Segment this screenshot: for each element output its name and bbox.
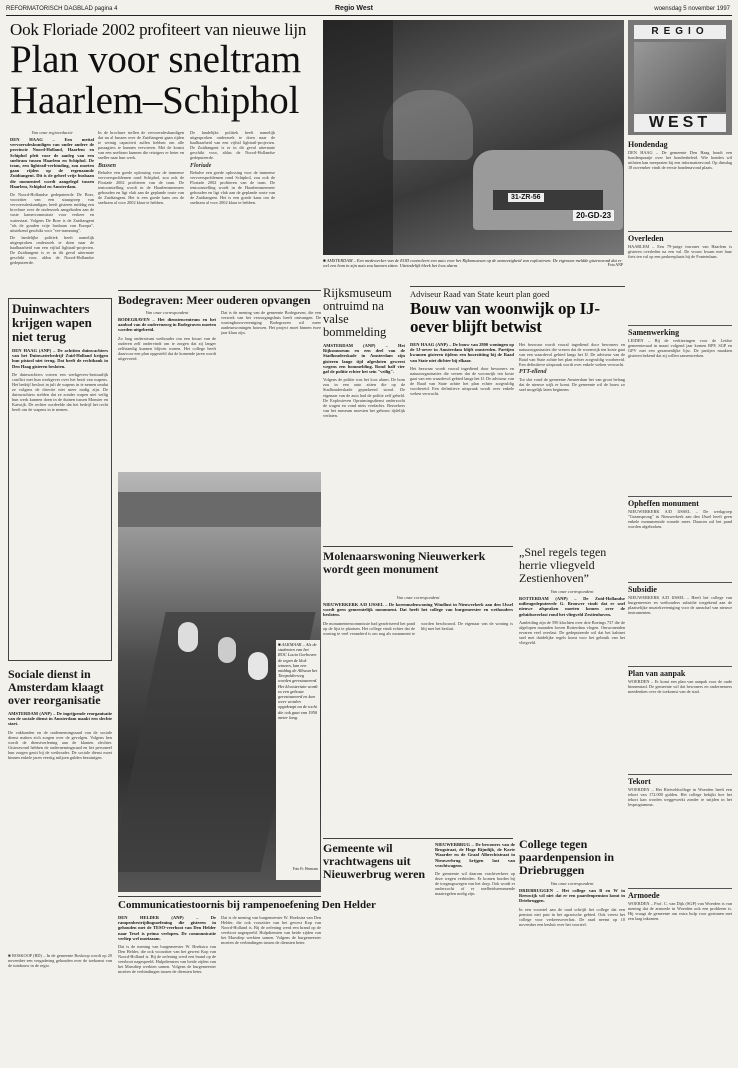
page-header-date: woensdag 5 november 1997 (654, 6, 730, 12)
sidebar-item (628, 140, 732, 228)
sidebar-item (628, 234, 732, 322)
caption-bullet-icon: ■ (278, 642, 282, 647)
ijoever-lead: DEN HAAG (ANP) – De bouw van 2800 woningen op de IJ-oever in Amsterdam blijft omstreden. Partijen kwamen gisteren tijdens een hoorzitting bij de Raad van State niet dichter bij elkaar. (410, 342, 514, 363)
helder-headline: Communicatiestoornis bij rampenoefening Den Helder (118, 899, 376, 911)
sociale-body: De vakbonden en de ondernemingsraad van de sociale dienst maken zich zorgen over de gevolgen. Volgens hen wordt de dienstverlening aan de klanten slechter. Gisteravond hebben de ondernemingsraad en het personeel hun zorgen geuit bij de wethouder. De sociale dienst moet binnen enkele jaren veertig miljoen gulden bezuinigen. (8, 729, 112, 761)
bodegraven-body: Zo laag ondersteunt wethouder om een kwart van de ouderen zelf ondervindt om te zorgen dat zij langer zelfstandig kunnen blijven wonen. Het college heeft daarvoor een plan opgesteld dat de komende jaren wordt uitgevoerd. (118, 335, 216, 361)
duinwachters-body: De duinwachters voeren een werkgevers-bestuurlijk conflict met hun werkgever over het bezit van wapens. Het bedrijf besloot in juli de wapens in te nemen omdat ze volgens de directie niet meer nodig zijn. De duinwachters stelden dat ze zonder wapen niet veilig hun werk kunnen doen in de duinen tussen Monster en Katwijk. De rechter oordeelde dat het bedrijf het recht heeft om de wapens in te nemen. (12, 371, 108, 413)
driebrugge-dateline: Van onze correspondent (550, 881, 594, 886)
sidebar-item-title: Subsidie (628, 585, 657, 594)
sociale-dienst-article (8, 668, 112, 1063)
rijksmuseum-headline: Rijksmuseum ontruimd na valse bommelding (323, 286, 392, 339)
divider (628, 888, 732, 889)
sidebar-item-text: WOERDEN – Het Rietveldcollege in Woerden heeft een tekort van 172.000 gulden. Het college bekijkt hoe het tekort kan worden weggewerkt zonder te snijden in het lesprogramma. (628, 787, 732, 808)
helder-col-1 (118, 915, 216, 1060)
divider (323, 546, 513, 547)
ijoever-subhead: PTT-ellend (519, 369, 547, 376)
sidebar-item (628, 499, 732, 579)
molen-article (323, 595, 513, 835)
ijoever-col-2 (519, 342, 625, 532)
top-photo-caption (323, 258, 623, 284)
sidebar-item (628, 669, 732, 771)
bodegraven-col-2: Dat is de mening van de gemeente Bodegraven, die een verzoek van het verzorgingshuis heeft ontvangen. De woningbouwvereniging Bodegraven wil meer aanleunwoningen bouwen. Het project moet binnen twee jaar klaar zijn. (221, 310, 321, 336)
logo-top-text: REGIO (634, 25, 726, 39)
main-kicker: Ook Floriade 2002 profiteert van nieuwe lijn (10, 20, 307, 39)
sidebar-item (628, 777, 732, 885)
main-lead: DEN HAAG – Een mettal vervoersdeskundigen van onder andere de provincie Noord-Holland, Haarlem en Schiphol pleit voor de aanleg van een sneltram tussen Haarlem en Schiphol. De tram, een lightrail-verbinding, zou moeten gaan rijden op de regenaamde Zuidtangent. Dit is de geheel vrije busbaan die momenteel wordt aangelegd tussen Haarlem, Schiphol en Amsterdam. (10, 137, 94, 189)
sidebar-item-text: NIEUWERKERK A/D IJSSEL – Heeft het college van burgemeester en wethouders subsidie toegekend aan de plaatselijke muziekvereniging voor de aanschaf van nieuwe instrumenten. (628, 595, 732, 616)
divider (323, 838, 513, 839)
sociale-headline: Sociale dienst in Amsterdam klaagt over reorganisatie (8, 668, 104, 707)
gemeente-lead: NIEUWERBRUG – De bewoners van de Brugstraat, de Hoge Rijndijk, de Korte Waarder en de Graaf Albrechtstraat in Nieuwerbrug krijgen last van vrachtwagens. (435, 842, 515, 868)
divider (628, 666, 732, 667)
sidebar-item-text: DEN HAAG – De gemeente Den Haag houdt een hondenpraatje over het hondenbeleid. Wie honden wil uitlaten kan meepraten bij een informatieavond. Op dinsdag 18 november vindt de eerste hondenavond plaats. (628, 150, 732, 171)
brief-bullet-icon: ■ (8, 952, 12, 958)
zestien-headline: „Snel regels tegen herrie vliegveld Zestienhoven” (519, 545, 607, 585)
gemeente-body: De gemeente wil daarom vrachtverkeer op deze wegen verbieden. Er komen borden bij de toegangswegen van het dorp. Ook wordt er onderzocht of er snelheidsremmende maatregelen nodig zijn. (435, 871, 515, 897)
alkmaar-caption-text: ALKMAAR – Als de studenten van het ROC Lucia Gorhoven de tegen de klok winnen, kan een middag de Albwun het Tienpolderweg worden gerestaureerd. Het kloostertuin wordt zo een gebouw gerestaureerd en kan weer worden opgeknapt na de tocht die ook gaat van 1950 meter lang. (278, 642, 318, 720)
sidebar-item-title: Samenwerking (628, 328, 680, 337)
divider (628, 582, 732, 583)
top-photo-caption-text: AMSTERDAM – Een medewerker van de EOD controleert een auto voor het Rijksmuseum op de aanwezigheid van explosieven. De eigenaar meldde gisteravond dat er wel een bom in zijn auto zou kunnen zitten. Uiteindelijk bleek het loos alarm. (323, 258, 622, 269)
sidebar-item-text: LEIDEN – Bij de verkiezingen voor de Leidse gemeenteraad in maart volgend jaar komen RPF, SGP en GPV met een gezamenlijke lijst. De partijen maakten gisteren bekend dat zij willen samenwerken. (628, 338, 732, 359)
main-subhead-floriade: Floriade (190, 162, 212, 169)
sidebar-item-text: WOERDEN – Prof. C. van Dijk (SGP) van Woerden is van mening dat de armoede in Woerden ook een probleem is. Hij vraagt de gemeente om extra hulp voor gezinnen met een laag inkomen. (628, 901, 732, 922)
photo-rijksmuseum-car (323, 20, 624, 255)
sidebar-item (628, 328, 732, 493)
sidebar-item-title: Hondendag (628, 140, 668, 149)
sidebar-item-title: Opheffen monument (628, 499, 699, 508)
molen-lead: NIEUWERKERK A/D IJSSEL – De korenmolenwoning Windlust in Nieuwerkerk aan den IJssel wordt geen gemeentelijk monument. Dat heeft het college van burgemeester en wethouders besloten. (323, 602, 513, 618)
molen-body: De monumentencommissie had geadviseerd het pand op de lijst te plaatsen. Het college vindt echter dat de woning te veel veranderd is om nog als monument te worden beschouwd. De eigenaar van de woning is blij met het besluit. (323, 620, 513, 636)
duinwachters-article (8, 298, 112, 661)
divider (628, 774, 732, 775)
helder-lead: DEN HELDER (ANP) – De rampenbestrijdingsoefening die gisteren in gehouden met de TESO-veerboot van Den Helder naar Texel is prima verlopen. De communicatie verliep wel moeizaam. (118, 915, 216, 941)
main-body-2: De landelijke politiek heeft namelijk uitgesproken onderzoek te doen naar de haalbaarheid van een vijftal lightrail-projecten. De Zuidtangent is er in dit geval uitermate geschikt voor, aldus de Noord-Hollandse gedeputeerde. (10, 234, 94, 266)
sociale-brief-text: BOSKOOP (RD) – In de gemeente Boskoop wordt op 20 november een vergadering gehouden over de toekomst van de tuinbouw in de regio. (8, 952, 112, 968)
driebrugge-article (519, 838, 625, 1058)
sidebar-item-title: Overleden (628, 234, 664, 243)
gemeente-headline: Gemeente wil vrachtwagens uit Nieuwerbrug weren (323, 841, 426, 881)
ijoever-headline: Bouw van woonwijk op IJ-oever blijft betwist (410, 299, 600, 336)
alkmaar-caption-box (276, 640, 320, 880)
main-body-floriade: Behalve een goede oplossing voor de immense vervoersproblemen rond Schiphol, zou ook de Floriade 2002 profiteren van de tram. De tentoonstelling wordt in de Haarlemmermeer gehouden en ligt vlak aan de geplande route van de Zuidtangent. Het is een goede kans om de sneltram al voor 2002 klaar te hebben. (190, 169, 275, 206)
rijksmuseum-lead: AMSTERDAM (ANP) – Het Rijksmuseum en een deel van de Stadhouderskade in Amsterdam zijn gisteren lange tijd afgesloten geweest wegens een bommelding. Rond half vier gaf de politie echter het sein "veilig". (323, 343, 405, 375)
sociale-brief (8, 953, 112, 968)
caption-bullet-icon: ■ (323, 258, 326, 263)
sidebar-item-title: Tekort (628, 777, 651, 786)
zestien-body: Aanleiding zijn de 590 klachten over drie Boeings 737 die de afgelopen maanden boven Rotterdam vlogen. Omwonenden ervaren veel overlast. De gedeputeerde wil dat het kabinet snel met duidelijke regels komt voor het gebruik van het vliegveld. (519, 619, 625, 646)
ijoever-body-col2: Het bezwaar wordt vooral ingediend door bewoners en natuurorganisaties die vrezen dat de woonwijk ten koste gaat van een waardevol gebied langs het IJ. De adviseur van de Raad van State achtte het plan echter zorgvuldig voorbereid. Een definitieve uitspraak wordt over enkele weken verwacht. (519, 342, 625, 368)
main-subhead-bussen: Bussen (98, 162, 117, 169)
molen-dateline: Van onze correspondent (396, 595, 440, 600)
page-header-section: Regio West (335, 5, 373, 12)
main-headline-2: Haarlem–Schiphol (10, 79, 300, 122)
duinwachters-headline: Duinwachters krijgen wapen niet terug (12, 301, 92, 344)
ijoever-body: Het bezwaar wordt vooral ingediend door bewoners en natuurorganisaties die vrezen dat de woonwijk ten koste gaat van een waardevol gebied langs het IJ. De adviseur van de Raad van State achtte het plan echter zorgvuldig voorbereid. Een definitieve uitspraak wordt over enkele weken verwacht. (410, 365, 514, 397)
divider (628, 496, 732, 497)
driebrugge-body: In een voorstel aan de raad schrijft het college dat een pension niet past in het agrarische gebied. Ook vreest het college voor verkeersoverlast. De raad neemt op 10 november een besluit over het voorstel. (519, 906, 625, 927)
bodegraven-headline: Bodegraven: Meer ouderen opvangen (118, 293, 311, 307)
sidebar-news-column (628, 138, 732, 1063)
main-body-4: Behalve een goede oplossing voor de immense vervoersproblemen rond Schiphol, zou ook de Floriade 2002 profiteren van de tram. De tentoonstelling wordt in de Haarlemmermeer gehouden en ligt vlak aan de geplande route van de Zuidtangent. Het is een goede kans om de sneltram al voor 2002 klaar te hebben. (98, 169, 184, 206)
ijoever-col-1 (410, 342, 514, 532)
sidebar-item-text: NIEUWERKERK A/D IJSSEL – De werkgroep "Graansprong" in Nieuwerkerk aan den IJssel heeft geen enkele monumentale waarde meer. Daarom zal het pand worden afgebroken. (628, 509, 732, 530)
logo-map-image (634, 42, 726, 112)
regio-west-logo (628, 20, 732, 135)
divider (628, 231, 732, 232)
license-plate-1: 31-ZR-56 (508, 193, 544, 202)
top-photo-credit: Foto ANP (607, 263, 623, 268)
ijoever-body-2: Tot slot vond de gemeente Amsterdam het van groot belang dat de nieuwe wijk er komt. De gemeente wil de bouw zo snel mogelijk laten beginnen. (519, 376, 625, 392)
driebrugge-headline: College tegen paardenpension in Driebruggen (519, 837, 615, 877)
zestien-dateline: Van onze correspondent (550, 589, 594, 594)
divider (410, 286, 625, 287)
main-body-col3: De landelijke politiek heeft namelijk uitgesproken onderzoek te doen naar de haalbaarheid van een vijftal lightrail-projecten. De Zuidtangent is er in dit geval uitermate geschikt voor, aldus de Noord-Hollandse gedeputeerde. (190, 130, 275, 161)
bodegraven-col-1 (118, 310, 216, 470)
ijoever-kicker: Adviseur Raad van State keurt plan goed (410, 289, 550, 299)
helder-body: Dat is de mening van burgemeester W. Hoekstra van Den Helder, die ook voorzitter van het gewest Kop van Noord-Holland is. Bij de oefening werd een brand op de veerboot nagespeeld. Hulpdiensten van beide zijden van het Marsdiep werkten samen. Volgens de burgemeester moeten de verbindingen tussen de diensten beter. (118, 944, 216, 975)
driebrugge-lead: DRIEBRUGGEN – Het college van B en W in Reeuwijk wil niet dat er een paardenpension komt in Driebruggen. (519, 888, 625, 904)
sidebar-item-text: WOERDEN – Er komt een plan van aanpak voor de oude binnenstad. De gemeente wil dat bewoners en ondernemers meedenken over de toekomst van de stad. (628, 679, 732, 695)
divider (628, 325, 732, 326)
zestien-article (519, 546, 625, 836)
rijksmuseum-body: Volgens de politie was het loos alarm. De bom zou in een auto zitten die op de Stadhouderskade geparkeerd stond. De eigenaar van de auto had de politie zelf gebeld. De Explosieven Opruimingsdienst onderzocht de wagen en vond niets verdachts. Bezoekers van het museum moesten het gebouw tijdelijk verlaten. (323, 377, 405, 418)
molen-headline: Molenaarswoning Nieuwerkerk wordt geen monument (323, 549, 486, 576)
alkmaar-credit: Foto Fr. Hermans (292, 867, 318, 871)
header-rule (6, 15, 732, 16)
alkmaar-caption (278, 642, 318, 867)
gemeente-article (435, 842, 515, 1057)
divider (118, 896, 321, 897)
sidebar-item-title: Plan van aanpak (628, 669, 686, 678)
sociale-lead: AMSTERDAM (ANP) – De ingrijpende reorganisatie van de sociale dienst in Amsterdam maakt een slechte start. (8, 711, 112, 727)
page-header-left: REFORMATORISCH DAGBLAD pagina 4 (6, 6, 118, 12)
license-plate-2: 20-GD-23 (573, 210, 614, 221)
main-headline-1: Plan voor sneltram (10, 38, 302, 81)
sidebar-item (628, 891, 732, 991)
sidebar-item (628, 585, 732, 663)
divider (118, 290, 321, 291)
bodegraven-lead: BODEGRAVEN – Het dienstencentrum en het aanbod van de ouderenzorg in Bodegraven moeten worden uitgebreid. (118, 317, 216, 333)
main-dateline: Van onze regioredactie (31, 130, 73, 135)
bodegraven-dateline: Van onze correspondent (145, 310, 189, 315)
sidebar-item-text: HAARLEM – Een 79-jarige inwoner van Haarlem is gisteren overleden na een val. De vrouw kwam met haar fiets ten val op een parkeerplaats bij de Fonteinlaan. (628, 244, 732, 260)
helder-col-2: Dat is de mening van burgemeester W. Hoekstra van Den Helder, die ook voorzitter van het gewest Kop van Noord-Holland is. Bij de oefening werd een brand op de veerboot nagespeeld. Hulpdiensten van beide zijden van het Marsdiep werkten samen. Volgens de burgemeester moeten de verbindingen tussen de diensten beter. (221, 915, 321, 946)
sidebar-item-title: Armoede (628, 891, 660, 900)
main-body-3: In de brochure stellen de vervoersdeskundigen dat nu al bussen over de Zuidtangent gaan rijden te weinig capaciteit zullen hebben om alle passagiers te kunnen vervoeren. Met de komst van een sneltram kunnen die reizigers er beter en sneller naar hun werk. (98, 130, 184, 161)
duinwachters-lead: DEN HAAG (ANP) – De achttien duinwachters van het Duinwaterbedrijf Zuid-Holland krijgen hun pistool niet terug. Dat heeft de rechtbank in Den Haag gisteren besloten. (12, 348, 108, 369)
logo-bottom-text: WEST (634, 114, 726, 132)
zestien-lead: ROTTERDAM (ANP) – De Zuid-Hollandse milieugedeputeerde G. Brouwer vindt dat er snel nieuwe afspraken moeten komen over de geluidsoverlast rond het vliegveld Zestienhoven. (519, 596, 625, 617)
main-body: De Noord-Hollandse gedeputeerde De Boer, voorzitter van een stuurgroep van vervoersdeskundigen, heeft gisteren middag een brochure over de onderzoek aangeboden aan de vaste kamercommissie voor verkeer en waterstaat. Volgens De Boer is de Zuidtangent "als de gouden vrije busbaan van Europa", uitstekend geschikt voor "ver-tramming". (10, 192, 94, 233)
